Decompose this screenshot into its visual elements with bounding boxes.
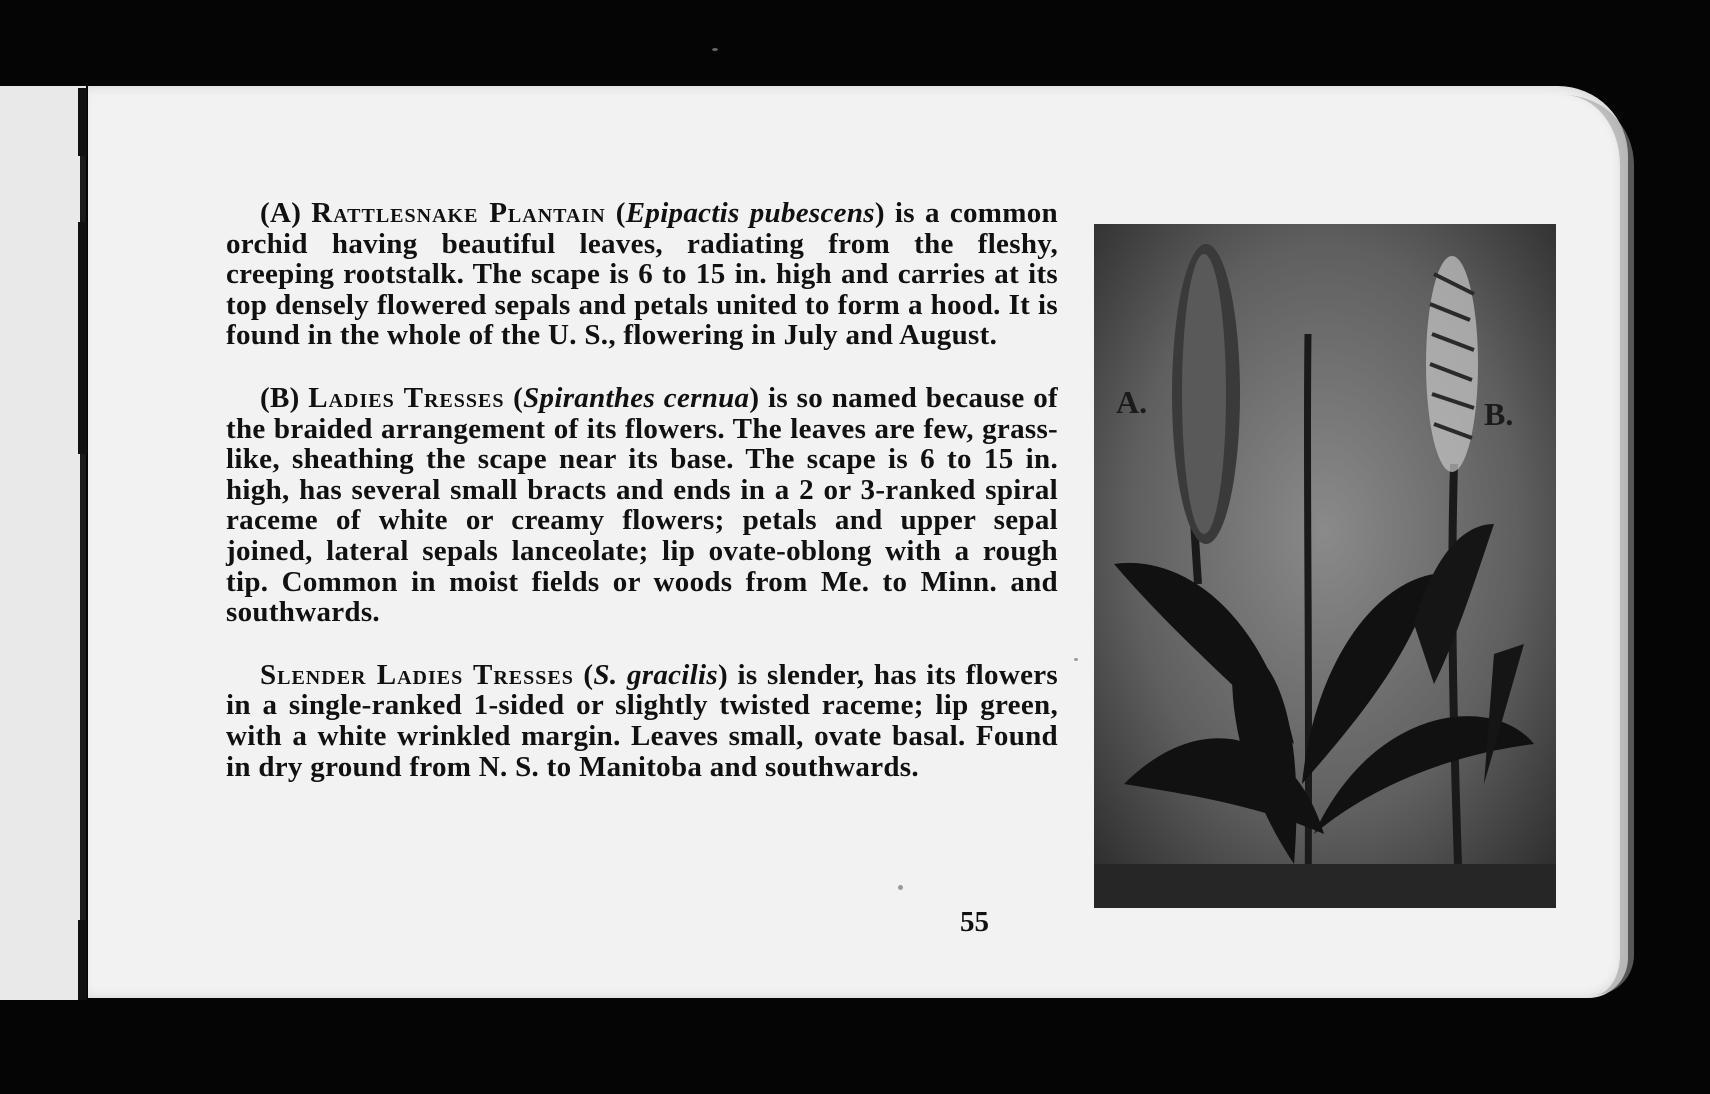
scientific-name: Epipactis pubescens [625,197,875,229]
paren-open: ( [513,381,524,414]
paren-close: ) [874,197,885,229]
plant-a-flower-highlight [1182,254,1226,534]
ground [1094,864,1556,908]
figure-label-a: A. [1116,384,1148,420]
entry-rattlesnake-plantain [226,198,1058,351]
common-name: Rattlesnake Plantain [311,197,606,229]
print-speck [1074,658,1078,661]
paren-open: ( [615,197,626,229]
entry-slender-ladies-tresses [226,660,1058,782]
illustration-background [1094,224,1556,908]
entry-ladies-tresses [226,383,1058,628]
common-name: Slender Ladies Tresses [260,658,574,691]
scientific-name: Spiranthes cernua [523,381,750,414]
paren-close: ) [749,381,760,414]
entry-description: is slender, has its flowers in a single-ranked 1-sided or slightly twisted raceme; lip green, with a white wrinkled margin. Leaves small, ovate basal. Found in dry ground from N. S. to Manitoba and southwards. [226,658,1058,783]
binding-mark [78,920,87,1000]
binding-mark [78,222,87,454]
paren-close: ) [717,658,728,691]
entry-description: is a common orchid having beautiful leaves, radiating from the fleshy, creeping rootstalk. The scape is 6 to 15 in. high and carries at its top densely flowered sepals and petals united to form a hood. It is found in the whole of the U. S., flowering in July and August. [226,197,1058,352]
figure-label-b: B. [1484,396,1514,432]
entry-lead: (B) [260,381,300,414]
text-column [226,198,1058,782]
entry-description: is so named because of the braided arrangement of its flowers. The leaves are few, grass-like, sheathing the scape near its base. The scape is 6 to 15 in. high, has several small bracts and ends in a 2 or 3-ranked spiral raceme of white or creamy flowers; petals and upper sepal joined, lateral sepals lanceolate; lip ovate-oblong with a rough tip. Common in moist fields or woods from Me. to Minn. and southwards. [226,381,1058,629]
previous-page-edge [0,86,86,1000]
paren-open: ( [583,658,594,691]
print-speck [898,885,903,890]
entry-lead: (A) [260,197,302,229]
common-name: Ladies Tresses [308,381,505,414]
orchid-illustration [1094,224,1556,908]
binding-mark [78,88,87,156]
orchid-drawing [1094,224,1556,908]
print-speck [712,48,718,51]
scientific-name: S. gracilis [593,658,718,691]
page-curl-edge [1560,95,1634,995]
page-number: 55 [960,906,989,938]
